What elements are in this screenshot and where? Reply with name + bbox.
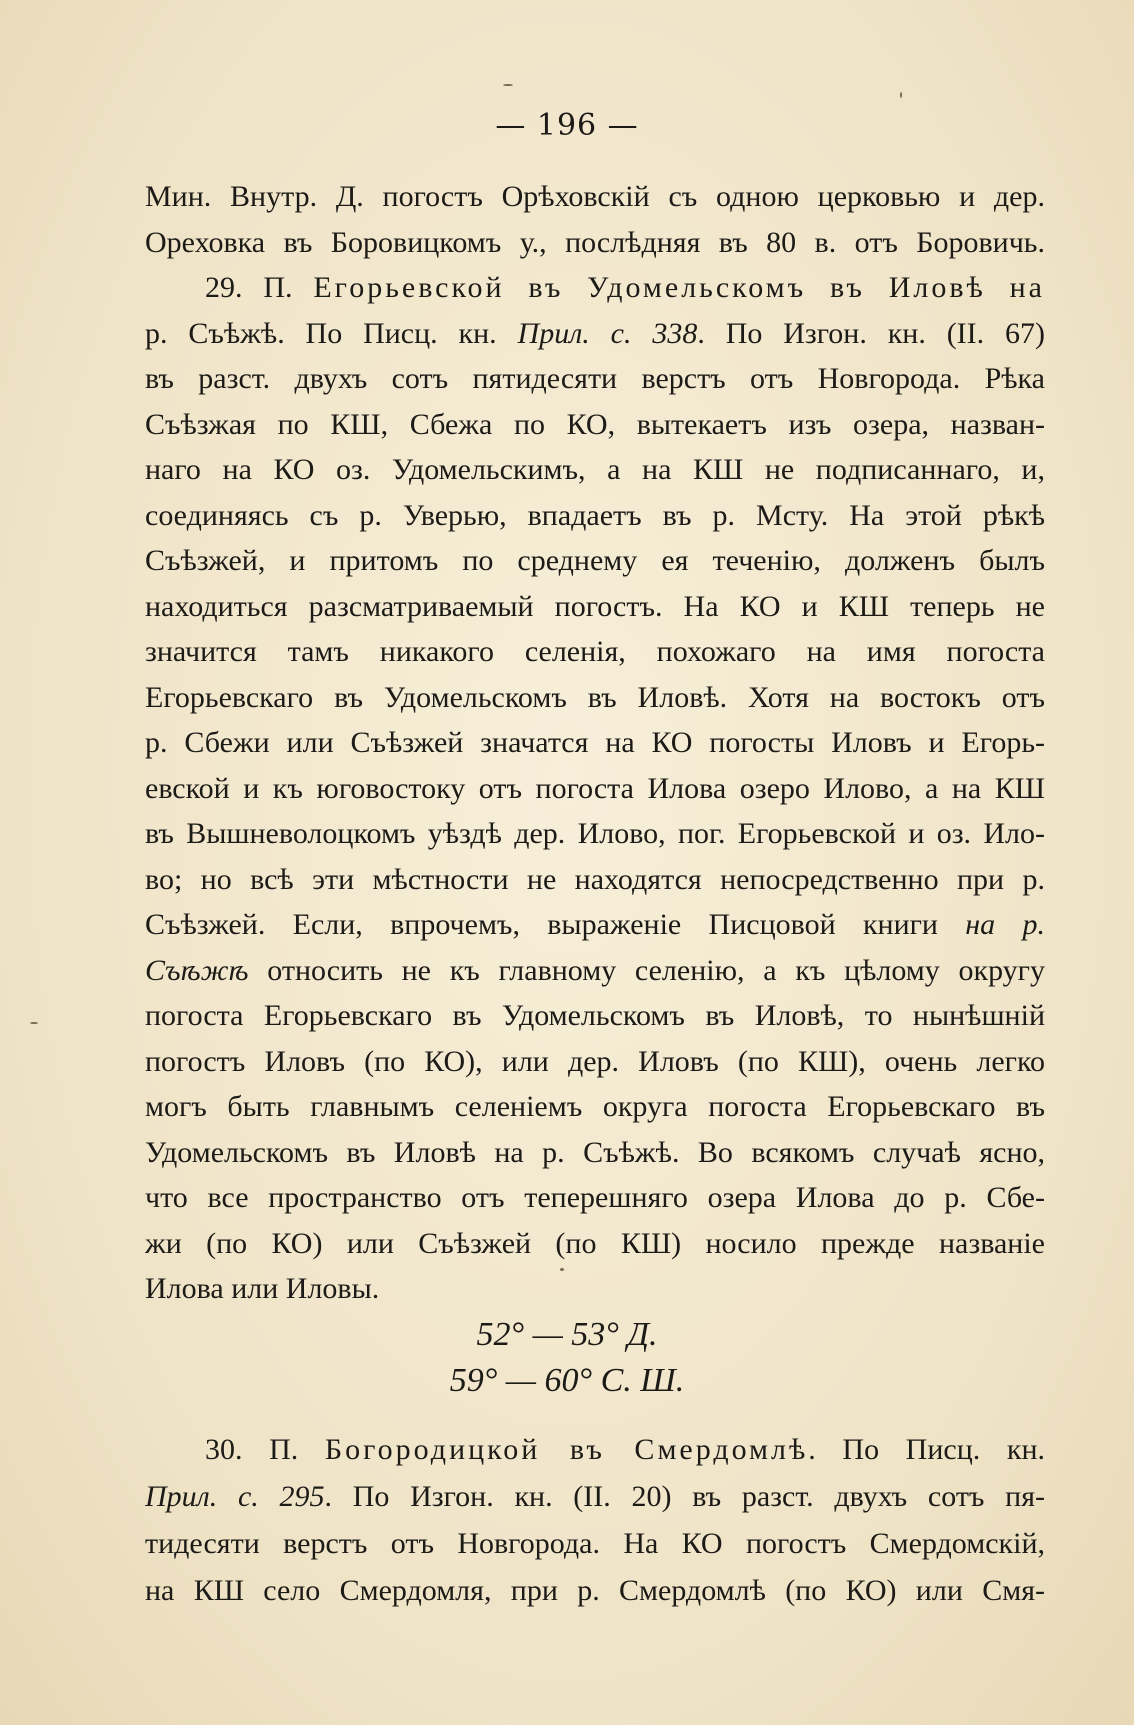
text-line: погоста Егорьевскаго въ Удомельскомъ въ Иловѣ, то нынѣшній	[145, 999, 1045, 1032]
text-line: тидесяти верстъ отъ Новгорода. На КО погостъ Смердомскій,	[145, 1527, 1045, 1560]
text-line: на КШ село Смердомля, при р. Смердомлѣ (по КО) или Смя-	[145, 1574, 1045, 1607]
citation: Съѣжѣ	[145, 953, 249, 987]
entry-number: 30. П.	[205, 1433, 325, 1466]
latitude-range: 59° — 60° С. Ш.	[449, 1362, 685, 1399]
entry-number: 29. П.	[205, 271, 314, 304]
ink-speck	[503, 84, 513, 86]
text-line: Съѣзжая по КШ, Сбежа по КО, вытекаетъ изъ озера, назван-	[145, 407, 1045, 441]
text-line: р. Съѣжѣ. По Писц. кн. Прил. с. 338. По Изгон. кн. (II. 67)	[145, 316, 1045, 350]
text-line: погостъ Иловъ (по КО), или дер. Иловъ (по КШ), очень легко	[145, 1044, 1045, 1078]
text-line: евской и къ юговостоку отъ погоста Илова озеро Илово, а на КШ	[145, 771, 1045, 805]
text-line: Съѣзжей. Если, впрочемъ, выраженіе Писцовой книги на р.	[145, 908, 1045, 941]
text-line: Съѣзжей, и притомъ по среднему ея теченію, долженъ былъ	[145, 544, 1045, 577]
text-line: въ разст. двухъ сотъ пятидесяти верстъ отъ Новгорода. Рѣка	[145, 362, 1045, 395]
entry-title: Егорьевской въ Удомельскомъ въ Иловѣ на	[313, 271, 1045, 304]
text-line: Ореховка въ Боровицкомъ у., послѣдняя въ 80 в. отъ Боровичь.	[145, 225, 1045, 259]
citation: Прил. с. 295	[145, 1480, 325, 1513]
text-line: Удомельскомъ въ Иловѣ на р. Съѣжѣ. Во всякомъ случаѣ ясно,	[145, 1135, 1045, 1169]
next-entry-text	[145, 1426, 1045, 1614]
text-line: соединяясь съ р. Уверью, впадаетъ въ р. Мсту. На этой рѣкѣ	[145, 498, 1045, 532]
ink-speck	[30, 1022, 38, 1024]
main-text	[145, 174, 1045, 1312]
text-line: наго на КО оз. Удомельскимъ, а на КШ не подписаннаго, и,	[145, 453, 1045, 486]
longitude-range: 52° — 53° Д.	[476, 1316, 658, 1353]
paragraph-heading-line	[145, 265, 1045, 311]
entry-title: Богородицкой въ Смердомлѣ	[324, 1433, 809, 1466]
ink-speck	[900, 92, 902, 98]
text-line: Съѣжѣ относить не къ главному селенію, а къ цѣлому округу	[145, 953, 1045, 987]
text-line: жи (по КО) или Съѣзжей (по КШ) носило прежде названіе	[145, 1226, 1045, 1260]
text-line: Егорьевскаго въ Удомельскомъ въ Иловѣ. Хотя на востокъ отъ	[145, 680, 1045, 714]
citation: Прил. с. 338	[517, 316, 698, 350]
text-line: въ Вышневолоцкомъ уѣздѣ дер. Илово, пог. Егорьевской и оз. Ило-	[145, 817, 1045, 850]
text-line: находиться разсматриваемый погостъ. На КО и КШ теперь не	[145, 589, 1045, 623]
text-line: что все пространство отъ теперешняго озера Илова до р. Сбе-	[145, 1181, 1045, 1214]
text-line: Мин. Внутр. Д. погостъ Орѣховскій съ одною церковью и дер.	[145, 180, 1045, 213]
text-line: значится тамъ никакого селенія, похожаго на имя погоста	[145, 635, 1045, 668]
text-line: Илова или Иловы.	[145, 1272, 380, 1305]
page-number: — 196 —	[495, 108, 639, 143]
citation: на р.	[965, 908, 1045, 941]
text-line: во; но всѣ эти мѣстности не находятся непосредственно при р.	[145, 862, 1045, 896]
paragraph-heading-line: 30. П. Богородицкой въ Смердомлѣ. По Писц. кн.	[205, 1433, 1045, 1466]
text-line: р. Сбежи или Съѣзжей значатся на КО погосты Иловъ и Егорь-	[145, 726, 1045, 759]
text-line: Прил. с. 295. По Изгон. кн. (II. 20) въ разст. двухъ сотъ пя-	[145, 1480, 1045, 1513]
text-line: могъ быть главнымъ селеніемъ округа погоста Егорьевскаго въ	[145, 1090, 1045, 1123]
